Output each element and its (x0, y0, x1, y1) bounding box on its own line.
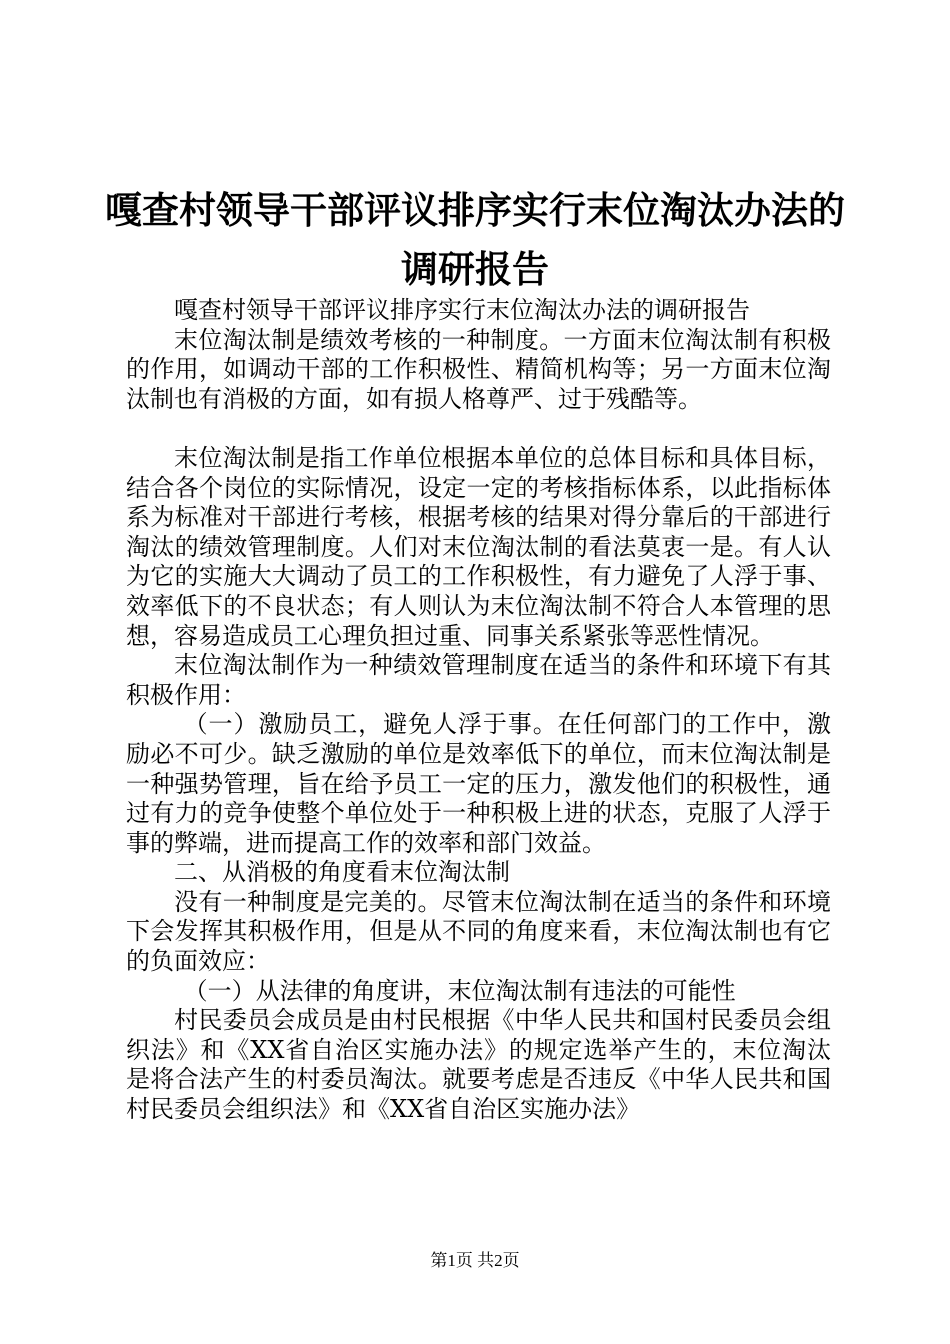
paragraph-positive-intro: 末位淘汰制作为一种绩效管理制度在适当的条件和环境下有其积极作用： (126, 651, 831, 709)
paragraph-definition: 末位淘汰制是指工作单位根据本单位的总体目标和具体目标，结合各个岗位的实际情况，设定一定的考核指标体系，以此指标体系为标准对干部进行考核，根据考核的结果对得分靠后的干部进行淘汰的绩效管理制度。人们对末位淘汰制的看法莫衷一是。有人认为它的实施大大调动了员工的工作积极性，有力避免了人浮于事、效率低下的不良状态；有人则认为末位淘汰制不符合人本管理的思想，容易造成员工心理负担过重、同事关系紧张等恶性情况。 (126, 443, 831, 650)
document-title-line-1: 嘎查村领导干部评议排序实行末位淘汰办法的 (105, 188, 845, 232)
paragraph-positive-1: （一）激励员工，避免人浮于事。在任何部门的工作中，激励必不可少。缺乏激励的单位是效率低下的单位，而末位淘汰制是一种强势管理，旨在给予员工一定的压力，激发他们的积极性，通过有力的竞争使整个单位处于一种积极上进的状态，克服了人浮于事的弊端，进而提高工作的效率和部门效益。 (126, 710, 831, 857)
paragraph-negative-1-heading: （一）从法律的角度讲，末位淘汰制有违法的可能性 (183, 976, 736, 1005)
paragraph-legal: 村民委员会成员是由村民根据《中华人民共和国村民委员会组织法》和《XX省自治区实施办法》的规定选举产生的，末位淘汰是将合法产生的村委员淘汰。就要考虑是否违反《中华人民共和国村民委员会组织法》和《XX省自治区实施办法》 (126, 1006, 831, 1124)
section-heading-negative: 二、从消极的角度看末位淘汰制 (174, 858, 510, 887)
paragraph-subtitle: 嘎查村领导干部评议排序实行末位淘汰办法的调研报告 (174, 296, 750, 324)
paragraph-intro: 末位淘汰制是绩效考核的一种制度。一方面末位淘汰制有积极的作用，如调动干部的工作积极性、精简机构等；另一方面末位淘汰制也有消极的方面，如有损人格尊严、过于残酷等。 (126, 325, 831, 413)
page-footer: 第1页 共2页 (430, 1251, 520, 1270)
paragraph-negative-intro: 没有一种制度是完美的。尽管末位淘汰制在适当的条件和环境下会发挥其积极作用，但是从不同的角度来看，末位淘汰制也有它的负面效应： (126, 887, 831, 976)
document-body (126, 296, 831, 1125)
document-title-line-2: 调研报告 (401, 247, 549, 291)
